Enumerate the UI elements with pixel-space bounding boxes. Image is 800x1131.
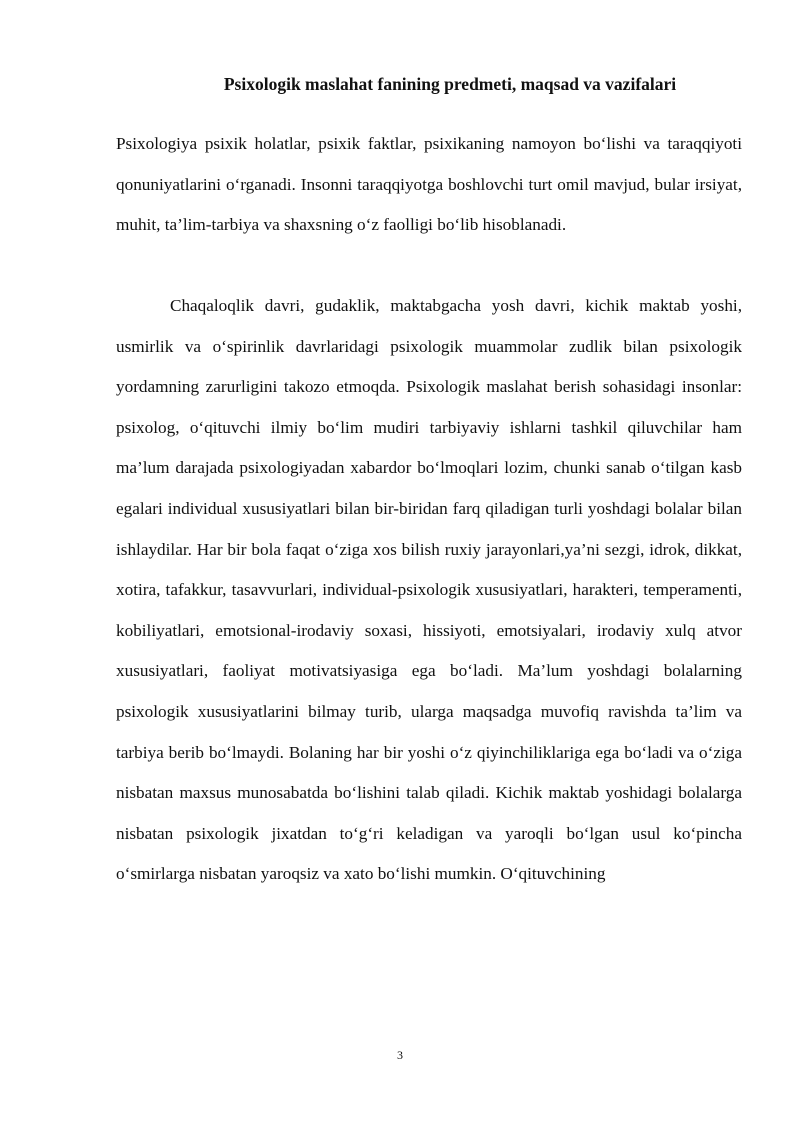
page-number: 3: [397, 1048, 403, 1062]
paragraph-intro: Psixologiya psixik holatlar, psixik faktlar, psixikaning namoyon bo‘lishi va taraqqiyoti qonuniyatlarini o‘rganadi. Insonni taraqqiyotga boshlovchi turt omil mavjud, bular irsiyat, muhit, ta’lim-tarbiya va shaxsning o‘z faolligi bo‘lib hisoblanadi.: [116, 134, 742, 235]
page-title: Psixologik maslahat fanining predmeti, maqsad va vazifalari: [223, 74, 677, 94]
paragraph-main: Chaqaloqlik davri, gudaklik, maktabgacha yosh davri, kichik maktab yoshi, usmirlik va o‘spirinlik davrlaridagi psixologik muammolar zudlik bilan psixologik yordamning zarurligini takozo etmoqda. Psixologik maslahat berish sohasidagi insonlar: psixolog, o‘qituvchi ilmiy bo‘lim mudiri tarbiyaviy ishlarni tashkil qiluvchilar ham ma’lum darajada psixologiyadan xabardor bo‘lmoqlari lozim, chunki sanab o‘tilgan kasb egalari individual xususiyatlari bilan bir-biridan farq qiladigan turli yoshdagi bolalar bilan ishlaydilar. Har bir bola faqat o‘ziga xos bilish ruxiy jarayonlari,ya’ni sezgi, idrok, dikkat, xotira, tafakkur, tasavvurlari, individual-psixologik xususiyatlari, harakteri, temperamenti, kobiliyatlari, emotsional-irodaviy soxasi, hissiyoti, emotsiyalari, irodaviy xulq atvor xususiyatlari, faoliyat motivatsiyasiga ega bo‘ladi. Ma’lum yoshdagi bolalarning psixologik xususiyatlarini bilmay turib, ularga maqsadga muvofiq ravishda ta’lim va tarbiya berib bo‘lmaydi. Bolaning har bir yoshi o‘z qiyinchiliklariga ega bo‘ladi va o‘ziga nisbatan maxsus munosabatda bo‘lishini talab qiladi. Kichik maktab yoshidagi bolalarga nisbatan psixologik jixatdan to‘g‘ri keladigan va yaroqli bo‘lgan usul ko‘pincha o‘smirlarga nisbatan yaroqsiz va xato bo‘lishi mumkin. O‘qituvchining: [116, 296, 742, 884]
